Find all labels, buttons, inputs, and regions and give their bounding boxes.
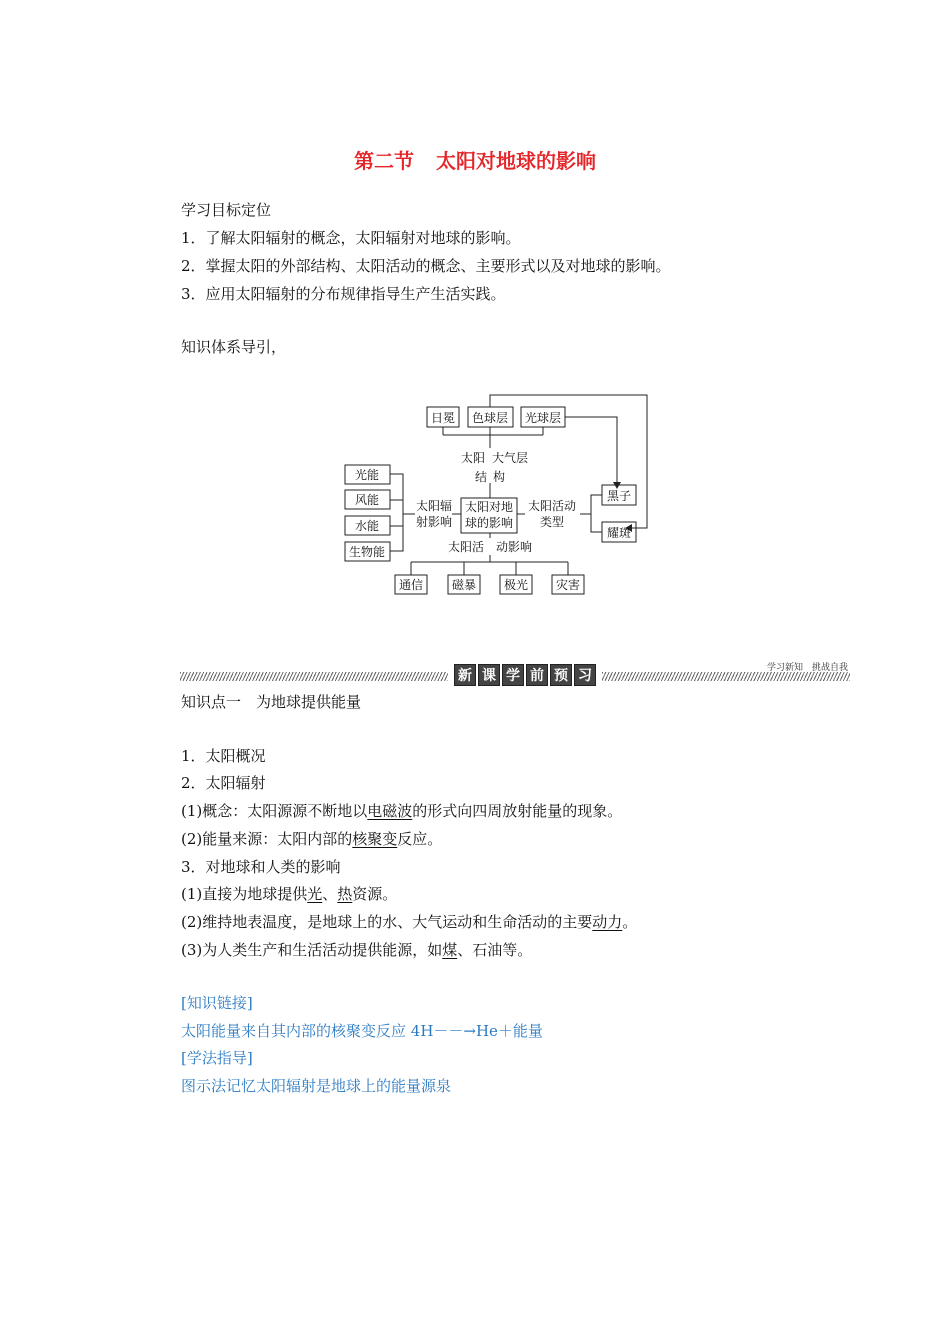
objective-3: 3．应用太阳辐射的分布规律指导生产生活实践。 [181, 285, 506, 303]
text-segment: (2)能量来源：太阳内部的 [181, 830, 353, 848]
box-light-energy: 光能 [354, 468, 380, 482]
knowledge-link-tag: [知识链接] [181, 994, 253, 1012]
center-label-1: 太阳对地 [464, 500, 514, 514]
page-title [0, 145, 950, 174]
box-corona: 日冕 [430, 411, 456, 425]
box-water-energy: 水能 [354, 519, 380, 533]
answer-blank: 动力 [592, 913, 623, 931]
text-segment: 、石油等。 [457, 941, 533, 959]
label-radiation-2: 射影响 [415, 515, 453, 529]
box-bio-energy: 生物能 [348, 545, 386, 559]
banner-tile: 预 [550, 664, 572, 686]
method-guide-tag: [学法指导] [181, 1049, 253, 1067]
knowledge-link-text: 太阳能量来自其内部的核聚变反应 4H－－→He＋能量 [181, 1022, 543, 1040]
banner-hatch-left [180, 672, 448, 681]
label-atmosphere: 大气层 [491, 451, 529, 465]
answer-blank: 核聚变 [352, 830, 398, 848]
banner-tile: 习 [574, 664, 596, 686]
label-structure-2: 构 [492, 470, 506, 484]
objective-1: 1．了解太阳辐射的概念，太阳辐射对地球的影响。 [181, 229, 521, 247]
box-aurora: 极光 [503, 578, 529, 592]
banner-tile: 前 [526, 664, 548, 686]
banner-tile: 学 [502, 664, 524, 686]
text-segment: (1)直接为地球提供 [181, 885, 308, 903]
radiation-concept [181, 801, 622, 821]
banner-hatch-right [602, 672, 850, 681]
answer-blank: 电磁波 [367, 802, 413, 820]
knowledge-point-heading: 知识点一 为地球提供能量 [181, 693, 362, 711]
objectives-heading: 学习目标定位 [181, 201, 272, 219]
label-sun: 太阳 [460, 451, 486, 465]
impact-1 [181, 884, 397, 904]
answer-blank: 热 [337, 885, 353, 903]
text-segment: 、 [322, 885, 338, 903]
box-flare: 耀斑 [606, 526, 632, 540]
label-radiation-1: 太阳辐 [415, 499, 453, 513]
objective-2: 2．掌握太阳的外部结构、太阳活动的概念、主要形式以及对地球的影响。 [181, 257, 671, 275]
text-segment: (2)维持地表温度，是地球上的水、大气运动和生命活动的主要 [181, 913, 593, 931]
method-guide-text: 图示法记忆太阳辐射是地球上的能量源泉 [181, 1077, 452, 1095]
text-segment: (3)为人类生产和生活活动提供能源，如 [181, 941, 443, 959]
item-sun-overview: 1．太阳概况 [181, 747, 266, 765]
item-solar-radiation: 2．太阳辐射 [181, 774, 266, 792]
item-impact: 3．对地球和人类的影响 [181, 858, 341, 876]
box-communication: 通信 [398, 578, 424, 592]
energy-source [181, 829, 442, 849]
text-segment: (1)概念：太阳源源不断地以 [181, 802, 368, 820]
box-disaster: 灾害 [555, 578, 581, 592]
box-magnetic-storm: 磁暴 [451, 578, 477, 592]
text-segment: 资源。 [352, 885, 398, 903]
knowledge-guide-heading: 知识体系导引， [181, 338, 287, 356]
box-photosphere: 光球层 [524, 411, 562, 425]
title-text: 太阳对地球的影响 [436, 149, 596, 173]
label-structure-1: 结 [474, 470, 488, 484]
banner-tile: 课 [478, 664, 500, 686]
center-label-2: 球的影响 [464, 516, 514, 530]
section-banner [180, 662, 850, 688]
box-wind-energy: 风能 [354, 493, 380, 507]
answer-blank: 煤 [442, 941, 458, 959]
text-segment: 的形式向四周放射能量的现象。 [412, 802, 623, 820]
banner-tile: 新 [454, 664, 476, 686]
banner-tiles [454, 664, 596, 686]
label-activity-type-2: 类型 [539, 515, 565, 529]
label-activity-type-1: 太阳活动 [527, 499, 577, 513]
impact-3 [181, 940, 532, 960]
impact-2 [181, 912, 637, 932]
text-segment: 反应。 [397, 830, 443, 848]
title-section-number: 第二节 [354, 149, 414, 173]
banner-slogan: 学习新知 挑战自我 [766, 663, 848, 673]
label-activity-effect: 太阳活 动影响 [447, 540, 533, 554]
text-segment: 。 [622, 913, 638, 931]
box-sunspot: 黑子 [606, 489, 632, 503]
answer-blank: 光 [307, 885, 323, 903]
knowledge-diagram [335, 390, 655, 600]
box-chromosphere: 色球层 [471, 411, 509, 425]
